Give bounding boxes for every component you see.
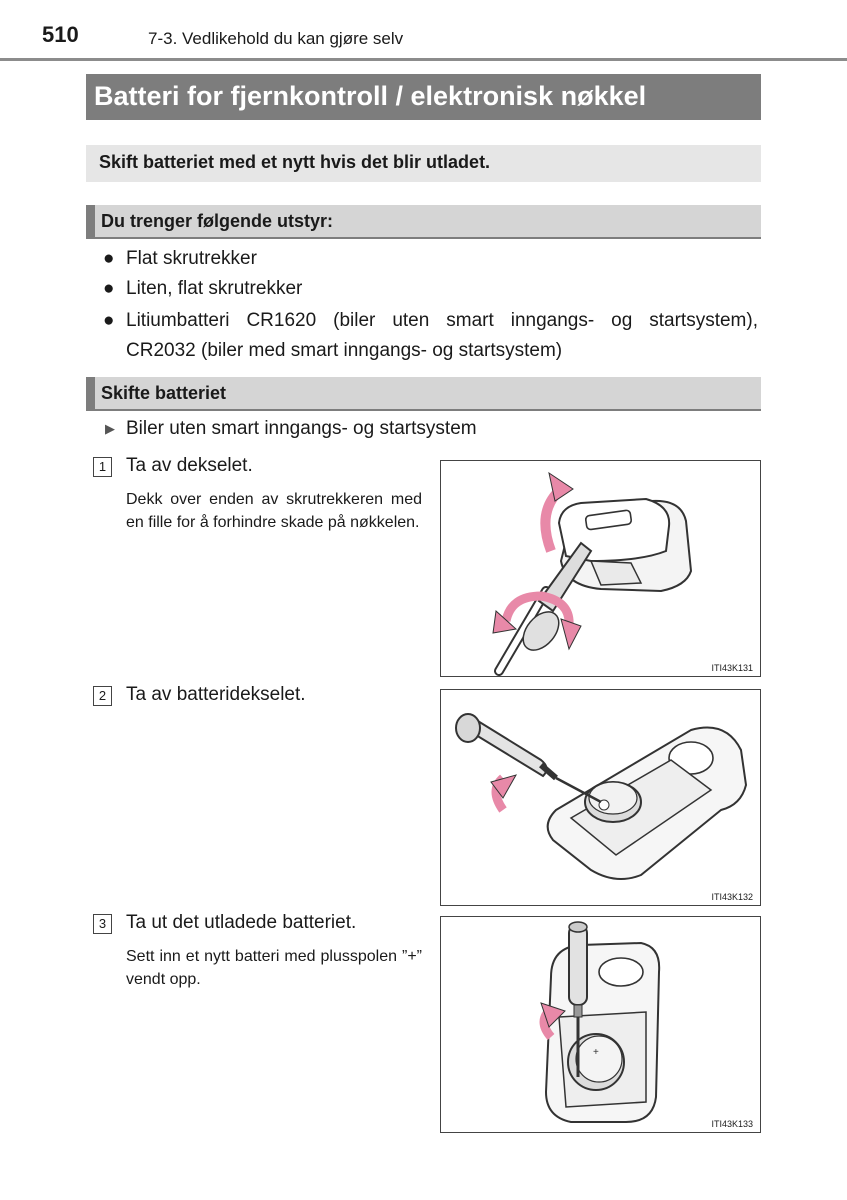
figure-code: ITI43K132 [711, 892, 753, 902]
step-number: 3 [93, 914, 112, 934]
bullet-icon: ● [103, 310, 115, 331]
equipment-item-text: Flat skrutrekker [126, 248, 257, 269]
bullet-icon: ● [103, 278, 115, 299]
page-number: 510 [42, 22, 79, 47]
step-title: Ta av dekselet. [126, 455, 253, 476]
figure-remove-battery [440, 916, 761, 1133]
equipment-heading: Du trenger følgende utstyr: [86, 205, 761, 239]
figure-code: ITI43K131 [711, 663, 753, 673]
bullet-icon: ● [103, 248, 115, 269]
equipment-item-text: Litiumbatteri CR1620 (biler uten smart inngangs- og startsystem), [126, 310, 758, 331]
triangle-icon: ▶ [105, 421, 115, 436]
illustration-battery-removal [441, 917, 761, 1133]
figure-remove-battery-cover [440, 689, 761, 906]
step-number: 2 [93, 686, 112, 706]
illustration-battery-cover [441, 690, 761, 906]
equipment-item-text-continued: CR2032 (biler med smart inngangs- og startsystem) [126, 340, 563, 361]
illustration-key-cover [441, 461, 761, 677]
step-title: Ta av batteridekselet. [126, 684, 306, 705]
step-number: 1 [93, 457, 112, 477]
intro-text: Skift batteriet med et nytt hvis det blir utladet. [86, 145, 761, 182]
figure-remove-cover [440, 460, 761, 677]
battery-plus-mark: + [593, 1047, 599, 1058]
step-note: Sett inn et nytt batteri med plusspolen ”+” vendt opp. [126, 948, 422, 988]
step-title: Ta ut det utladede batteriet. [126, 912, 357, 933]
running-title: 7-3. Vedlikehold du kan gjøre selv [148, 29, 404, 48]
header-divider [0, 58, 847, 61]
equipment-item-text: Liten, flat skrutrekker [126, 278, 303, 299]
page-title: Batteri for fjernkontroll / elektronisk nøkkel [86, 74, 761, 120]
step-note: Dekk over enden av skrutrekkeren med en fille for å forhindre skade på nøkkelen. [126, 491, 422, 531]
figure-code: ITI43K133 [711, 1119, 753, 1129]
replace-heading: Skifte batteriet [86, 377, 761, 411]
vehicle-variant-text: Biler uten smart inngangs- og startsystem [126, 418, 477, 439]
